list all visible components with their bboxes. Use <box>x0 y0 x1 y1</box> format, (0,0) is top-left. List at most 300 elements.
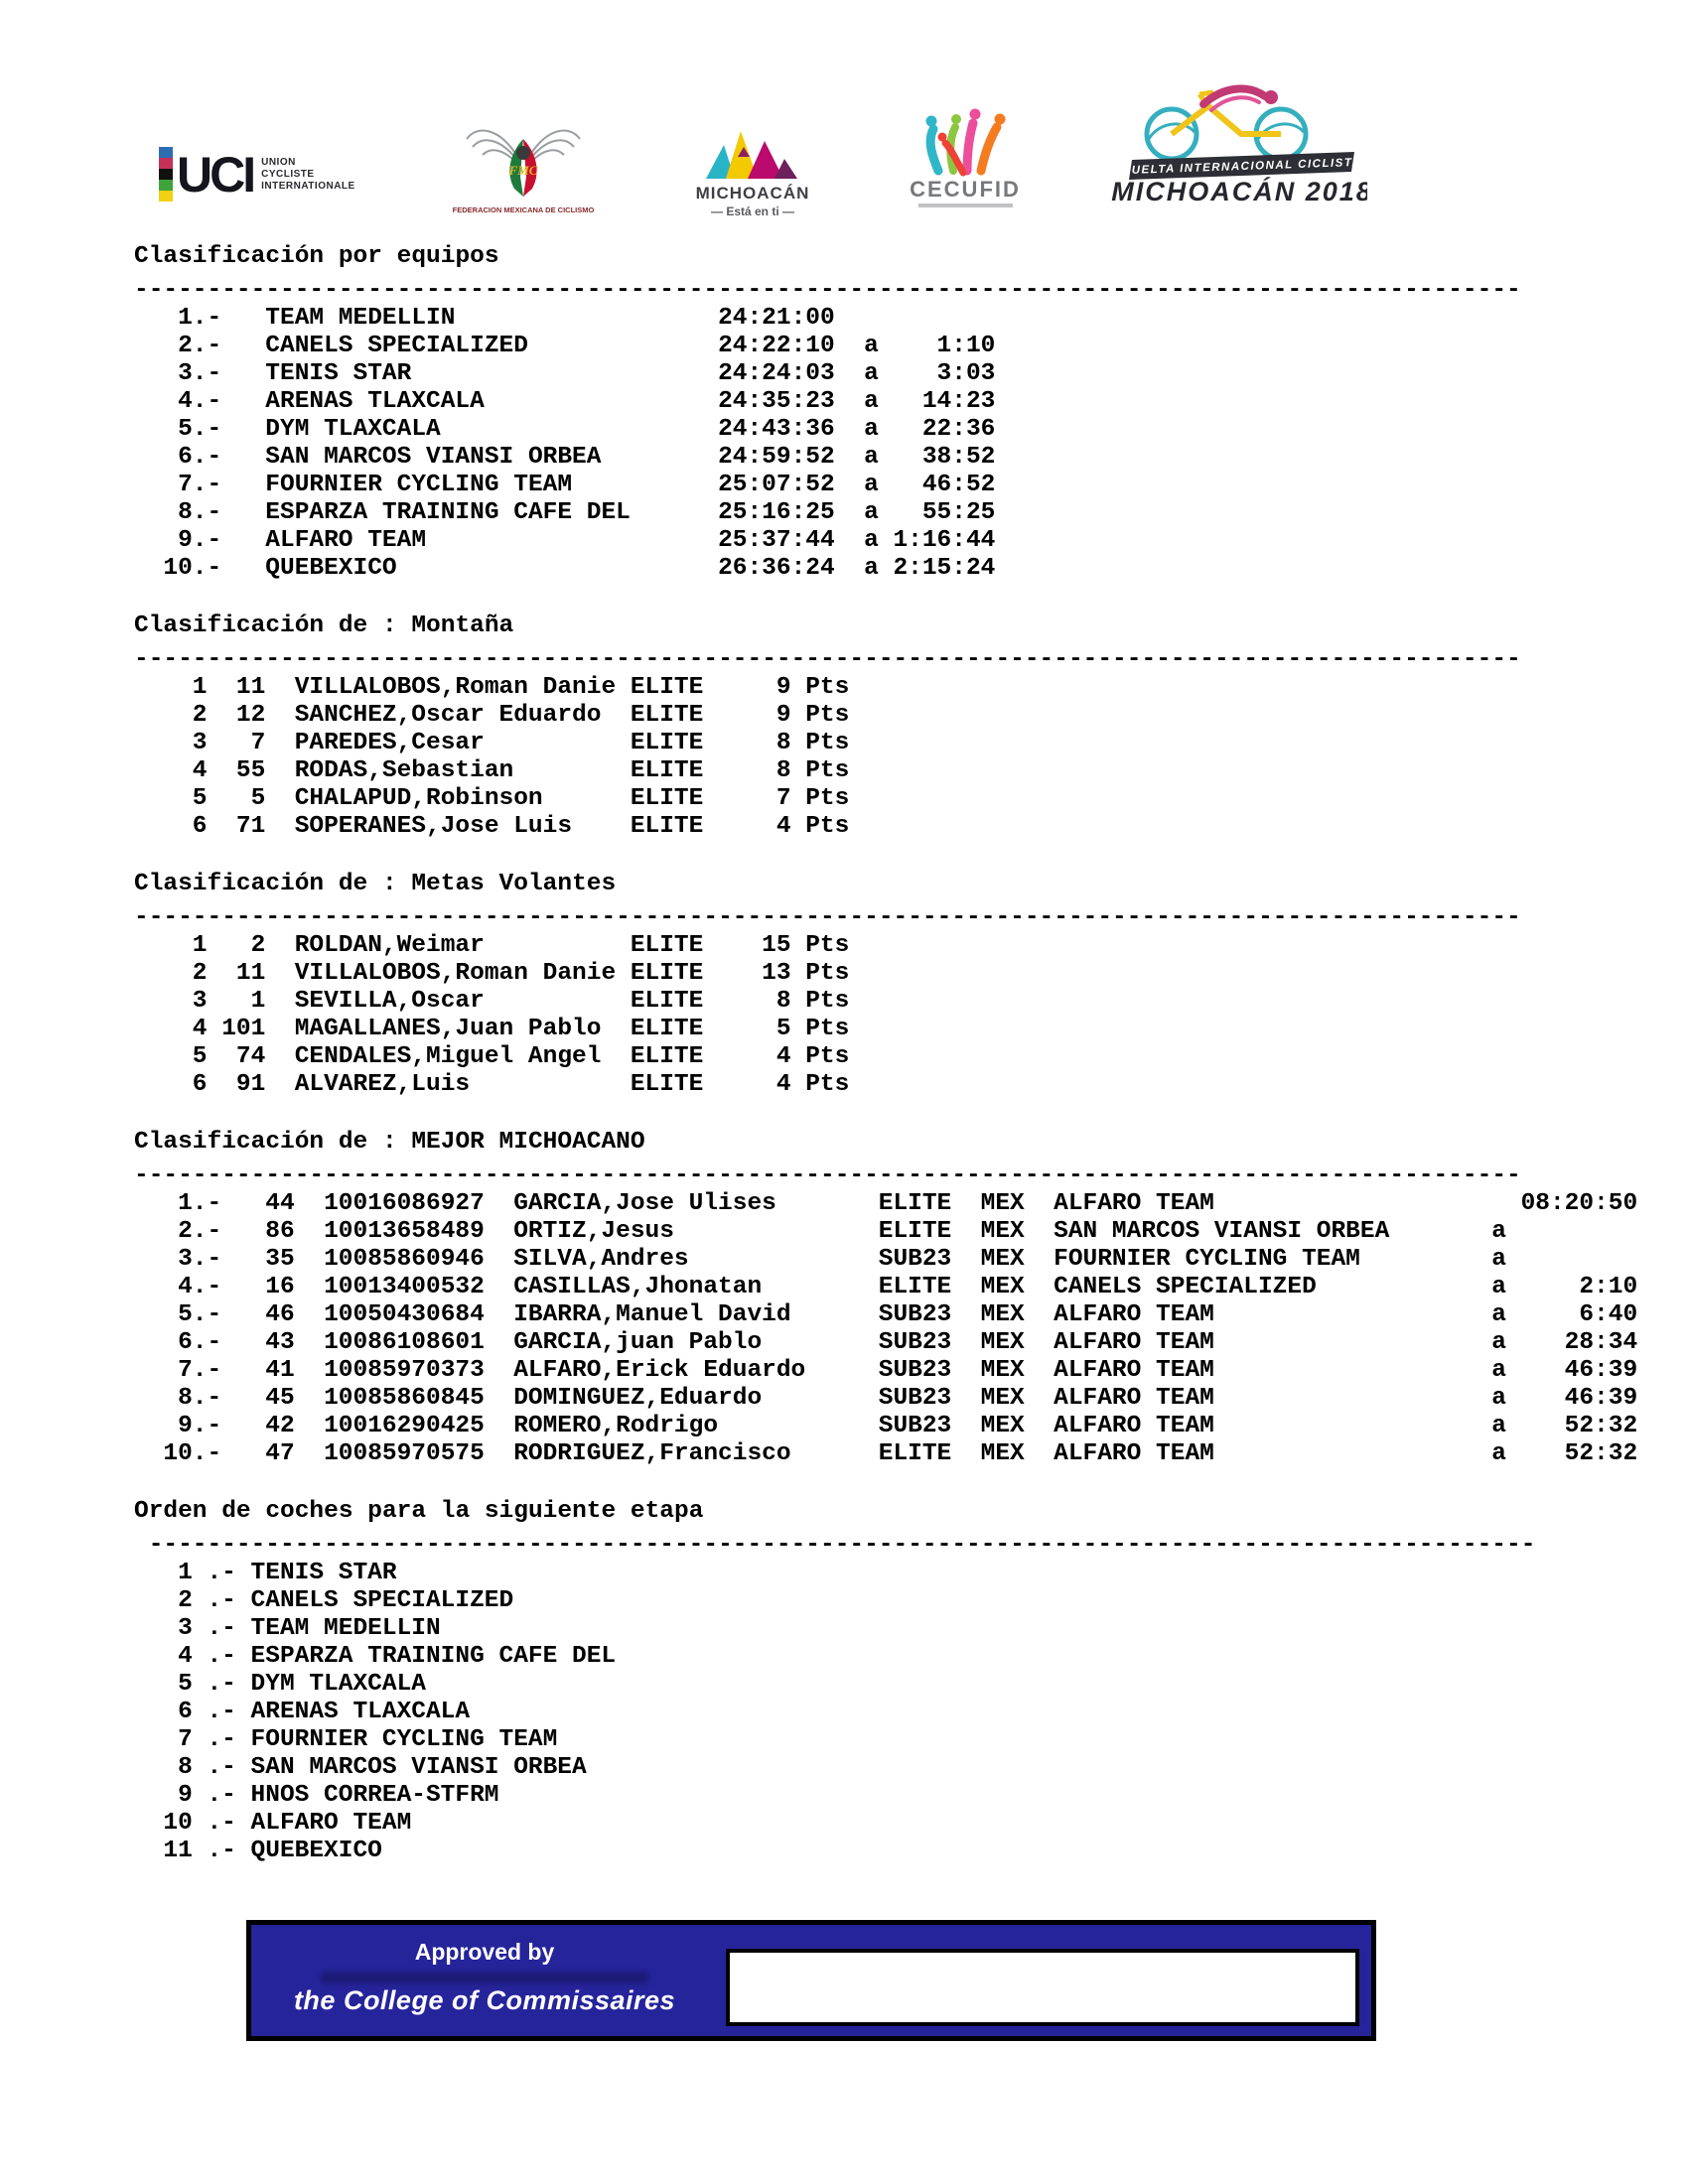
table-row <box>134 813 1637 841</box>
gap-cell: 2:15:24 <box>893 555 996 582</box>
bib-cell: 42 <box>265 1413 295 1439</box>
category-cell: ELITE <box>630 960 704 987</box>
team-cell: HNOS CORREA-STFRM <box>250 1782 499 1809</box>
rank-cell: 1.- <box>178 1190 222 1217</box>
gap-cell: 3:03 <box>936 360 996 387</box>
team-cell: FOURNIER CYCLING TEAM <box>265 472 573 498</box>
rank-cell: 2 <box>192 960 208 987</box>
table-row <box>149 1671 1638 1699</box>
category-cell: ELITE <box>630 988 704 1015</box>
rider-name-cell: ORTIZ,Jesus <box>513 1218 674 1245</box>
table-row <box>134 932 1637 960</box>
category-cell: ELITE <box>630 674 704 701</box>
rank-cell: 1 <box>178 1560 193 1586</box>
points-cell: 8 <box>775 988 791 1015</box>
michoacan-crown-icon <box>706 131 797 179</box>
gap-marker-cell: a <box>1491 1301 1506 1328</box>
cyclist-icon <box>1147 88 1306 159</box>
bib-cell: 41 <box>265 1357 295 1384</box>
category-cell: ELITE <box>630 757 704 784</box>
rank-cell: 6.- <box>178 1329 222 1356</box>
fmc-federation-logo <box>449 117 598 221</box>
gap-marker-cell: a <box>1491 1274 1506 1300</box>
uci-acronym: UCI <box>177 146 254 203</box>
rider-name-cell: VILLALOBOS,Roman Danie <box>294 960 617 987</box>
table-row <box>134 960 1637 988</box>
separator: .- <box>207 1726 236 1753</box>
time-cell: 24:59:52 <box>718 444 835 471</box>
rank-cell: 7.- <box>178 472 222 498</box>
points-label: Pts <box>805 813 850 840</box>
rank-cell: 8 <box>178 1754 193 1781</box>
team-cell: CANELS SPECIALIZED <box>265 333 528 359</box>
time-cell: 24:21:00 <box>718 305 835 332</box>
points-cell: 4 <box>775 1071 791 1098</box>
bib-cell: 12 <box>235 702 266 729</box>
gap-cell: 46:52 <box>921 472 996 498</box>
points-cell: 9 <box>775 674 791 701</box>
rank-cell: 3 <box>192 730 208 756</box>
rank-cell: 5 <box>192 785 208 812</box>
rank-cell: 6 <box>192 813 208 840</box>
college-of-commissaires-label: the College of Commissaires <box>293 1985 676 2015</box>
rider-name-cell: VILLALOBOS,Roman Danie <box>294 674 617 701</box>
table-row <box>134 1274 1637 1301</box>
time-gap-cell: 46:39 <box>1564 1385 1638 1412</box>
divider-line: ----------------------------------------------------------------------------------------------- <box>148 1532 1536 1559</box>
signature-area <box>726 1949 1359 2026</box>
rider-name-cell: SANCHEZ,Oscar Eduardo <box>294 702 602 729</box>
points-label: Pts <box>805 1016 850 1042</box>
uci-id-cell: 10085970373 <box>324 1357 485 1384</box>
bib-cell: 16 <box>265 1274 295 1300</box>
divider-line: ----------------------------------------------------------------------------------------------- <box>134 646 1521 673</box>
table-row <box>134 757 1637 785</box>
points-cell: 13 <box>762 960 791 987</box>
rank-cell: 1 <box>192 674 208 701</box>
rank-cell: 3.- <box>178 360 222 387</box>
table-row <box>134 1190 1637 1218</box>
gap-marker-cell: a <box>864 360 879 387</box>
gap-cell: 1:10 <box>936 333 996 359</box>
time-gap-cell: 08:20:50 <box>1520 1190 1638 1217</box>
team-cell: FOURNIER CYCLING TEAM <box>250 1726 558 1753</box>
michoacan-tagline: — Está en ti — <box>710 205 795 218</box>
nationality-cell: MEX <box>980 1218 1025 1245</box>
gap-marker-cell: a <box>864 444 879 471</box>
uci-id-cell: 10013400532 <box>324 1274 485 1300</box>
rank-cell: 10 <box>163 1810 193 1837</box>
rank-cell: 6 <box>178 1699 193 1725</box>
rider-name-cell: RODRIGUEZ,Francisco <box>513 1440 791 1467</box>
time-cell: 24:43:36 <box>718 416 835 443</box>
results-document <box>134 243 1637 1865</box>
table-row <box>149 1782 1638 1810</box>
separator: .- <box>207 1699 236 1725</box>
points-label: Pts <box>805 960 850 987</box>
redacted-signature-line <box>321 1972 648 1983</box>
table-row <box>149 1726 1638 1754</box>
points-label: Pts <box>805 757 850 784</box>
bib-cell: 2 <box>250 932 266 959</box>
cecufid-figures-icon <box>926 109 1006 174</box>
divider-line: ----------------------------------------------------------------------------------------------- <box>134 904 1521 931</box>
rider-name-cell: SEVILLA,Oscar <box>294 988 485 1015</box>
time-cell: 25:07:52 <box>718 472 835 498</box>
table-row <box>149 1643 1638 1671</box>
nationality-cell: MEX <box>980 1329 1025 1356</box>
gap-marker-cell: a <box>1491 1357 1506 1384</box>
section-title: Clasificación de : Metas Volantes <box>134 871 617 897</box>
table-row <box>149 1587 1638 1615</box>
rank-cell: 3.- <box>178 1246 222 1273</box>
rider-name-cell: DOMINGUEZ,Eduardo <box>513 1385 763 1412</box>
uci-id-cell: 10085860845 <box>324 1385 485 1412</box>
nationality-cell: MEX <box>980 1301 1025 1328</box>
table-row <box>134 702 1637 730</box>
rank-cell: 6 <box>192 1071 208 1098</box>
uci-id-cell: 10086108601 <box>324 1329 485 1356</box>
rank-cell: 8.- <box>178 1385 222 1412</box>
time-gap-cell: 2:10 <box>1579 1274 1638 1300</box>
team-cell: CANELS SPECIALIZED <box>1054 1274 1317 1300</box>
nationality-cell: MEX <box>980 1413 1025 1439</box>
category-cell: ELITE <box>630 1043 704 1070</box>
table-row <box>149 1810 1638 1838</box>
nationality-cell: MEX <box>980 1246 1025 1273</box>
bib-cell: 86 <box>265 1218 295 1245</box>
cecufid-logo <box>894 99 1038 223</box>
table-row <box>134 444 1637 472</box>
category-cell: ELITE <box>630 702 704 729</box>
section-title: Clasificación por equipos <box>134 243 499 270</box>
time-gap-cell: 6:40 <box>1579 1301 1638 1328</box>
bib-cell: 71 <box>235 813 266 840</box>
bib-cell: 47 <box>265 1440 295 1467</box>
points-label: Pts <box>805 674 850 701</box>
uci-id-cell: 10050430684 <box>324 1301 485 1328</box>
team-cell: DYM TLAXCALA <box>265 416 441 443</box>
bib-cell: 45 <box>265 1385 295 1412</box>
team-cell: TENIS STAR <box>250 1560 397 1586</box>
rider-name-cell: ROMERO,Rodrigo <box>513 1413 719 1439</box>
time-cell: 26:36:24 <box>718 555 835 582</box>
approval-text-block <box>251 1925 718 2036</box>
rank-cell: 4 <box>192 757 208 784</box>
rider-name-cell: RODAS,Sebastian <box>294 757 514 784</box>
rank-cell: 6.- <box>178 444 222 471</box>
separator: .- <box>207 1587 236 1614</box>
rank-cell: 9 <box>178 1782 193 1809</box>
uci-id-cell: 10013658489 <box>324 1218 485 1245</box>
rank-cell: 4 <box>192 1016 208 1042</box>
category-cell: ELITE <box>630 1016 704 1042</box>
rank-cell: 2.- <box>178 333 222 359</box>
category-cell: ELITE <box>878 1190 952 1217</box>
nationality-cell: MEX <box>980 1357 1025 1384</box>
bib-cell: 44 <box>265 1190 295 1217</box>
uci-id-cell: 10085860946 <box>324 1246 485 1273</box>
rider-name-cell: GARCIA,juan Pablo <box>513 1329 763 1356</box>
points-label: Pts <box>805 988 850 1015</box>
team-cell: DYM TLAXCALA <box>250 1671 426 1698</box>
bib-cell: 101 <box>221 1016 266 1042</box>
section-title: Clasificación de : Montaña <box>134 613 514 639</box>
team-cell: QUEBEXICO <box>250 1838 382 1864</box>
fmc-monogram: FMC <box>508 163 538 178</box>
vuelta-michoacan-logo <box>1104 84 1367 218</box>
team-cell: QUEBEXICO <box>265 555 397 582</box>
approval-box <box>246 1920 1376 2041</box>
points-label: Pts <box>805 932 850 959</box>
table-row <box>134 1218 1637 1246</box>
uci-line2: CYCLISTE <box>261 168 315 180</box>
rider-name-cell: ALFARO,Erick Eduardo <box>513 1357 806 1384</box>
rank-cell: 8.- <box>178 499 222 526</box>
points-cell: 4 <box>775 1043 791 1070</box>
table-row <box>134 472 1637 499</box>
rank-cell: 2 <box>192 702 208 729</box>
rank-cell: 5 <box>178 1671 193 1698</box>
gap-cell: 38:52 <box>921 444 996 471</box>
table-row <box>134 1301 1637 1329</box>
separator: .- <box>207 1754 236 1781</box>
rank-cell: 1 <box>192 932 208 959</box>
gap-cell: 22:36 <box>921 416 996 443</box>
team-cell: ESPARZA TRAINING CAFE DEL <box>250 1643 617 1670</box>
team-cell: ALFARO TEAM <box>265 527 427 554</box>
vuelta-title-text: MICHOACÁN 2018 <box>1111 177 1367 206</box>
points-label: Pts <box>805 785 850 812</box>
table-row <box>134 1043 1637 1071</box>
team-cell: SAN MARCOS VIANSI ORBEA <box>250 1754 587 1781</box>
uci-rainbow-bars-icon <box>159 147 173 202</box>
time-gap-cell: 28:34 <box>1564 1329 1638 1356</box>
team-cell: ALFARO TEAM <box>1054 1413 1214 1439</box>
uci-id-cell: 10016086927 <box>324 1190 485 1217</box>
gap-marker-cell: a <box>864 333 879 359</box>
table-row <box>149 1560 1638 1587</box>
bib-cell: 43 <box>265 1329 295 1356</box>
gap-marker-cell: a <box>864 416 879 443</box>
divider-line: ----------------------------------------------------------------------------------------------- <box>134 1162 1521 1189</box>
table-row <box>134 1385 1637 1413</box>
table-row <box>134 674 1637 702</box>
bib-cell: 46 <box>265 1301 295 1328</box>
gap-marker-cell: a <box>1491 1246 1506 1273</box>
table-row <box>134 1329 1637 1357</box>
points-cell: 15 <box>762 932 791 959</box>
table-row <box>134 1071 1637 1099</box>
rank-cell: 10.- <box>163 555 222 582</box>
time-gap-cell: 52:32 <box>1564 1413 1638 1439</box>
table-row <box>134 785 1637 813</box>
gap-marker-cell: a <box>1491 1413 1506 1439</box>
category-cell: ELITE <box>630 1071 704 1098</box>
team-cell: FOURNIER CYCLING TEAM <box>1054 1246 1360 1273</box>
bib-cell: 55 <box>235 757 266 784</box>
rank-cell: 9.- <box>178 1413 222 1439</box>
time-cell: 24:35:23 <box>718 388 835 415</box>
team-cell: TENIS STAR <box>265 360 412 387</box>
gap-marker-cell: a <box>1491 1329 1506 1356</box>
uci-id-cell: 10085970575 <box>324 1440 485 1467</box>
team-cell: ALFARO TEAM <box>250 1810 412 1837</box>
rank-cell: 5.- <box>178 416 222 443</box>
nationality-cell: MEX <box>980 1190 1025 1217</box>
table-row <box>149 1615 1638 1643</box>
time-gap-cell: 46:39 <box>1564 1357 1638 1384</box>
table-row <box>149 1699 1638 1726</box>
section-car-order <box>134 1498 1637 1865</box>
vuelta-banner-text: VUELTA INTERNACIONAL CICLISTA <box>1122 156 1362 178</box>
table-row <box>149 1838 1638 1865</box>
rank-cell: 2 <box>178 1587 193 1614</box>
gap-marker-cell: a <box>1491 1218 1506 1245</box>
time-gap-cell: 52:32 <box>1564 1440 1638 1467</box>
table-row <box>134 988 1637 1016</box>
table-row <box>134 499 1637 527</box>
points-cell: 7 <box>775 785 791 812</box>
category-cell: SUB23 <box>878 1246 952 1273</box>
team-cell: ARENAS TLAXCALA <box>265 388 485 415</box>
bib-cell: 91 <box>235 1071 266 1098</box>
rank-cell: 2.- <box>178 1218 222 1245</box>
rank-cell: 10.- <box>163 1440 222 1467</box>
time-cell: 24:22:10 <box>718 333 835 359</box>
rank-cell: 3 <box>178 1615 193 1642</box>
points-label: Pts <box>805 1043 850 1070</box>
team-cell: ALFARO TEAM <box>1054 1190 1214 1217</box>
team-cell: TEAM MEDELLIN <box>250 1615 441 1642</box>
rank-cell: 3 <box>192 988 208 1015</box>
category-cell: ELITE <box>630 813 704 840</box>
separator: .- <box>207 1615 236 1642</box>
gap-cell: 55:25 <box>921 499 996 526</box>
uci-full-name <box>261 157 355 193</box>
separator: .- <box>207 1560 236 1586</box>
category-cell: SUB23 <box>878 1385 952 1412</box>
nationality-cell: MEX <box>980 1440 1025 1467</box>
rider-name-cell: MAGALLANES,Juan Pablo <box>294 1016 602 1042</box>
table-row <box>134 1246 1637 1274</box>
rider-name-cell: CENDALES,Miguel Angel <box>294 1043 602 1070</box>
section-team-classification <box>134 243 1637 583</box>
section-best-michoacano <box>134 1129 1637 1468</box>
section-sprints-classification <box>134 871 1637 1099</box>
uci-logo <box>159 147 355 202</box>
team-cell: ESPARZA TRAINING CAFE DEL <box>265 499 631 526</box>
table-row <box>134 555 1637 583</box>
gap-marker-cell: a <box>864 388 879 415</box>
gap-marker-cell: a <box>864 499 879 526</box>
rider-name-cell: ALVAREZ,Luis <box>294 1071 471 1098</box>
points-cell: 9 <box>775 702 791 729</box>
nationality-cell: MEX <box>980 1274 1025 1300</box>
bib-cell: 74 <box>235 1043 266 1070</box>
category-cell: ELITE <box>630 932 704 959</box>
rank-cell: 4.- <box>178 1274 222 1300</box>
rank-cell: 11 <box>163 1838 193 1864</box>
table-row <box>134 333 1637 360</box>
team-cell: ALFARO TEAM <box>1054 1301 1214 1328</box>
gap-marker-cell: a <box>1491 1440 1506 1467</box>
category-cell: SUB23 <box>878 1301 952 1328</box>
table-row <box>149 1754 1638 1782</box>
category-cell: SUB23 <box>878 1413 952 1439</box>
table-row <box>134 527 1637 555</box>
points-cell: 8 <box>775 757 791 784</box>
uci-id-cell: 10016290425 <box>324 1413 485 1439</box>
table-row <box>134 1357 1637 1385</box>
team-cell: ALFARO TEAM <box>1054 1329 1214 1356</box>
gap-cell: 14:23 <box>921 388 996 415</box>
team-cell: SAN MARCOS VIANSI ORBEA <box>1054 1218 1390 1245</box>
separator: .- <box>207 1643 236 1670</box>
team-cell: ARENAS TLAXCALA <box>250 1699 471 1725</box>
table-row <box>134 1440 1637 1468</box>
team-cell: TEAM MEDELLIN <box>265 305 456 332</box>
points-label: Pts <box>805 1071 850 1098</box>
bib-cell: 7 <box>250 730 266 756</box>
rider-name-cell: SOPERANES,Jose Luis <box>294 813 573 840</box>
bib-cell: 11 <box>235 674 266 701</box>
rank-cell: 5.- <box>178 1301 222 1328</box>
points-cell: 8 <box>775 730 791 756</box>
gap-marker-cell: a <box>864 527 879 554</box>
points-label: Pts <box>805 702 850 729</box>
category-cell: ELITE <box>878 1274 952 1300</box>
uci-line1: UNION <box>261 156 296 168</box>
category-cell: ELITE <box>630 785 704 812</box>
rank-cell: 9.- <box>178 527 222 554</box>
category-cell: ELITE <box>878 1218 952 1245</box>
table-row <box>134 1413 1637 1440</box>
rank-cell: 7.- <box>178 1357 222 1384</box>
divider-line: ----------------------------------------------------------------------------------------------- <box>134 277 1521 304</box>
gap-cell: 1:16:44 <box>893 527 996 554</box>
rider-name-cell: CASILLAS,Jhonatan <box>513 1274 763 1300</box>
table-row <box>134 360 1637 388</box>
approved-by-label: Approved by <box>414 1939 555 1965</box>
bib-cell: 11 <box>235 960 266 987</box>
team-cell: SAN MARCOS VIANSI ORBEA <box>265 444 602 471</box>
cecufid-name: CECUFID <box>910 177 1021 202</box>
points-label: Pts <box>805 730 850 756</box>
team-cell: ALFARO TEAM <box>1054 1357 1214 1384</box>
gap-marker-cell: a <box>864 555 879 582</box>
time-cell: 25:37:44 <box>718 527 835 554</box>
category-cell: ELITE <box>878 1440 952 1467</box>
rank-cell: 5 <box>192 1043 208 1070</box>
section-title: Orden de coches para la siguiente etapa <box>134 1498 704 1525</box>
michoacan-name: MICHOACÁN <box>695 184 810 203</box>
separator: .- <box>207 1782 236 1809</box>
gap-marker-cell: a <box>864 472 879 498</box>
bib-cell: 5 <box>250 785 266 812</box>
uci-line3: INTERNATIONALE <box>261 180 355 192</box>
table-row <box>134 1016 1637 1043</box>
rider-name-cell: PAREDES,Cesar <box>294 730 485 756</box>
bib-cell: 1 <box>250 988 266 1015</box>
separator: .- <box>207 1838 236 1864</box>
cecufid-caption-smudge <box>918 204 1013 207</box>
michoacan-logo <box>678 117 827 226</box>
time-cell: 25:16:25 <box>718 499 835 526</box>
rider-name-cell: SILVA,Andres <box>513 1246 689 1273</box>
separator: .- <box>207 1810 236 1837</box>
time-cell: 24:24:03 <box>718 360 835 387</box>
